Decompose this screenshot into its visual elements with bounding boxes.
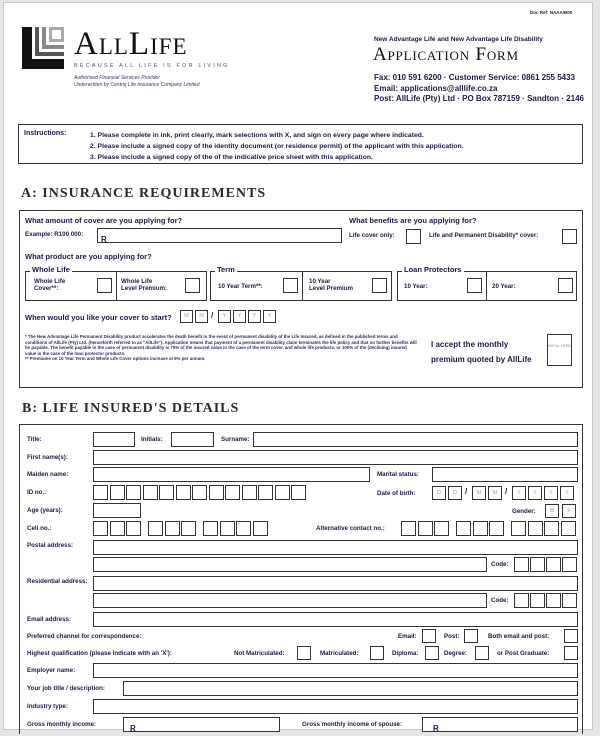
cell-digit-cell[interactable] xyxy=(165,521,180,536)
section-a-heading: A: INSURANCE REQUIREMENTS xyxy=(21,186,267,201)
cell-digit-cell[interactable] xyxy=(181,521,196,536)
cell-digit-cell[interactable] xyxy=(253,521,268,536)
currency-prefix: R xyxy=(433,724,439,733)
form-title: Application Form xyxy=(373,44,519,65)
qual-not-matric-checkbox[interactable] xyxy=(297,646,311,660)
cover-example-label: Example: R100 000: xyxy=(25,231,84,238)
industry-input[interactable] xyxy=(93,699,578,714)
group-divider xyxy=(486,271,487,301)
whole-life-cover-label xyxy=(34,278,65,292)
start-year-digit-2[interactable]: Y xyxy=(233,310,246,323)
residential-address-line-1[interactable] xyxy=(93,576,578,591)
instruction-item: 1. Please complete in ink, print clearly, mark selections with X, and sign on every page where indicated. xyxy=(90,132,424,139)
whole-life-level-label xyxy=(121,278,167,292)
premium-acceptance-text xyxy=(431,337,532,367)
channel-post-checkbox[interactable] xyxy=(464,629,478,643)
cell-digit-cell[interactable] xyxy=(236,521,251,536)
postal-address-label: Postal address: xyxy=(27,542,74,549)
label-line: I accept the monthly xyxy=(431,340,509,349)
id-digit-cell[interactable] xyxy=(110,485,125,500)
date-separator: / xyxy=(505,487,508,496)
channel-post-label: Post: xyxy=(444,633,460,640)
alt-contact-label: Alternative contact no.: xyxy=(316,525,385,532)
alt-digit-cell[interactable] xyxy=(489,521,504,536)
label-line: 10 Year xyxy=(309,278,331,285)
dob-year-digit-4[interactable]: Y xyxy=(560,486,574,500)
label-line: Whole Life xyxy=(34,278,66,285)
id-digit-cell[interactable] xyxy=(275,485,290,500)
gender-female-checkbox[interactable]: F xyxy=(562,504,576,518)
brand-name: AllLife xyxy=(74,26,188,62)
alt-digit-cell[interactable] xyxy=(401,521,416,536)
disability-footnote: * The New Advantage Life Permanent Disability product accelerates the death benefit in the event of permanent disability of the Life Insured, as defined in the published terms and conditions of AllLife (Pty) Ltd. (henceforth referred to as "AllLife"). Application means that payment of a permanent disability claim terminates the life policy and that no further benefits will be payable. The benefit payable in the case of permanent disability is 75% of the insured value in the case of the term cover, and whole life products, or 100% of the (declining) insured value in the case of the loan protector products. xyxy=(25,334,417,356)
first-names-label: First name(s): xyxy=(27,454,68,461)
alt-digit-cell[interactable] xyxy=(434,521,449,536)
residential-address-line-2[interactable] xyxy=(93,593,487,608)
alt-digit-cell[interactable] xyxy=(544,521,559,536)
whole-life-cover-checkbox[interactable] xyxy=(97,278,112,293)
alt-digit-cell[interactable] xyxy=(511,521,526,536)
initials-input[interactable] xyxy=(171,432,214,447)
id-number-cells xyxy=(93,485,306,500)
initial-here-box[interactable]: INITIAL HERE xyxy=(547,334,572,366)
qualification-label: Highest qualification (please indicate with an 'X'): xyxy=(27,650,172,657)
marital-status-label: Marital status: xyxy=(377,471,419,478)
code-digit-cell[interactable] xyxy=(546,593,561,608)
term-10-label: 10 Year Term**: xyxy=(218,283,263,290)
term-legend: Term xyxy=(217,265,235,274)
id-digit-cell[interactable] xyxy=(291,485,306,500)
alt-digit-cell[interactable] xyxy=(473,521,488,536)
alt-digit-cell[interactable] xyxy=(456,521,471,536)
residential-code-cells xyxy=(514,593,577,608)
employer-label: Employer name: xyxy=(27,667,76,674)
life-disability-checkbox[interactable] xyxy=(562,229,577,244)
dob-day-digit-2[interactable]: D xyxy=(448,486,462,500)
term-10-level-checkbox[interactable] xyxy=(372,278,387,293)
gross-income-label: Gross monthly income: xyxy=(27,721,97,728)
dob-month-digit-2[interactable]: M xyxy=(488,486,502,500)
qual-not-matric-label: Not Matriculated: xyxy=(234,650,285,657)
whole-life-legend: Whole Life xyxy=(32,265,70,274)
fax-phone-line: Fax: 010 591 6200 · Customer Service: 0861 255 5433 xyxy=(374,73,576,82)
spouse-income-label: Gross monthly income of spouse: xyxy=(302,721,403,728)
id-digit-cell[interactable] xyxy=(258,485,273,500)
term-10-checkbox[interactable] xyxy=(283,278,298,293)
loan-10-label: 10 Year: xyxy=(404,283,428,290)
dob-label: Date of birth: xyxy=(377,490,416,497)
qual-diploma-checkbox[interactable] xyxy=(425,646,439,660)
preferred-channel-label: Preferred channel for correspondence: xyxy=(27,633,142,640)
gender-label: Gender: xyxy=(512,508,536,515)
cell-number-cells xyxy=(93,521,268,536)
term-10-level-label xyxy=(309,278,353,292)
cell-digit-cell[interactable] xyxy=(110,521,125,536)
footnotes xyxy=(25,334,417,362)
start-month-digit-1[interactable]: M xyxy=(180,310,193,323)
instructions-label: Instructions: xyxy=(24,130,67,137)
currency-prefix: R xyxy=(101,235,107,244)
form-subtitle: New Advantage Life and New Advantage Life Disability xyxy=(374,36,543,43)
alt-digit-cell[interactable] xyxy=(418,521,433,536)
title-label: Title: xyxy=(27,436,42,443)
application-form-page xyxy=(3,2,593,733)
id-number-label: ID no.: xyxy=(27,489,47,496)
dob-year-digit-1[interactable]: Y xyxy=(512,486,526,500)
cover-amount-question: What amount of cover are you applying for? xyxy=(25,216,183,225)
cell-digit-cell[interactable] xyxy=(93,521,108,536)
loan-20-label: 20 Year: xyxy=(492,283,516,290)
currency-prefix: R xyxy=(130,724,136,733)
cell-digit-cell[interactable] xyxy=(220,521,235,536)
start-date-question: When would you like your cover to start? xyxy=(25,313,172,322)
email-address-input[interactable] xyxy=(93,612,578,627)
qual-post-grad-label: or Post Graduate: xyxy=(497,650,550,657)
code-digit-cell[interactable] xyxy=(530,593,545,608)
start-month-digit-2[interactable]: M xyxy=(195,310,208,323)
initials-label: Initials: xyxy=(141,436,163,443)
label-line: Whole Life xyxy=(121,278,153,285)
maiden-name-input[interactable] xyxy=(93,467,370,482)
label-line: Level Premium: xyxy=(121,285,168,292)
cell-digit-cell[interactable] xyxy=(126,521,141,536)
qual-matric-label: Matriculated: xyxy=(320,650,359,657)
dob-year-digit-3[interactable]: Y xyxy=(544,486,558,500)
channel-email-checkbox[interactable] xyxy=(422,629,436,643)
whole-life-level-checkbox[interactable] xyxy=(185,278,200,293)
premium-footnote: ** Premiums on 10 Year Term and Whole Life Cover options increase at 6% per annum. xyxy=(25,356,206,362)
alt-digit-cell[interactable] xyxy=(528,521,543,536)
cell-digit-cell[interactable] xyxy=(203,521,218,536)
start-year-digit-1[interactable]: Y xyxy=(218,310,231,323)
underwriter-line: Underwritten by Centriq Life Insurance Company Limited xyxy=(74,82,200,88)
id-digit-cell[interactable] xyxy=(93,485,108,500)
maiden-name-label: Maiden name: xyxy=(27,471,69,478)
channel-email-label: Email: xyxy=(398,633,417,640)
post-line: Post: AllLife (Pty) Ltd · PO Box 787159 · Sandton · 2146 xyxy=(374,94,584,103)
job-title-label: Your job title / description: xyxy=(27,685,105,692)
provider-info xyxy=(74,75,200,89)
dob-month-digit-1[interactable]: M xyxy=(472,486,486,500)
age-input[interactable] xyxy=(93,503,141,518)
surname-label: Surname: xyxy=(221,436,250,443)
id-digit-cell[interactable] xyxy=(242,485,257,500)
cell-number-label: Cell no.: xyxy=(27,525,52,532)
alllife-logo-icon xyxy=(22,27,64,69)
id-digit-cell[interactable] xyxy=(143,485,158,500)
postal-address-line-2[interactable] xyxy=(93,557,487,572)
id-digit-cell[interactable] xyxy=(126,485,141,500)
label-line: Level Premium xyxy=(309,285,354,292)
first-names-input[interactable] xyxy=(93,450,578,465)
instructions-list xyxy=(90,130,464,163)
id-digit-cell[interactable] xyxy=(225,485,240,500)
instruction-item: 2. Please include a signed copy of the identity document (or residence permit) of the applicant with this application. xyxy=(90,143,464,150)
provider-line: Authorised Financial Services Provider xyxy=(74,75,160,81)
email-address-label: Email address: xyxy=(27,616,72,623)
date-separator: / xyxy=(211,311,214,320)
qual-diploma-label: Diploma: xyxy=(392,650,419,657)
dob-year-digit-2[interactable]: Y xyxy=(528,486,542,500)
instruction-item: 3. Please include a signed copy of the of the indicative price sheet with this application. xyxy=(90,154,373,161)
surname-input[interactable] xyxy=(253,432,578,447)
section-b-heading: B: LIFE INSURED'S DETAILS xyxy=(22,401,240,416)
residential-code-label: Code: xyxy=(491,597,509,604)
life-cover-only-label: Life cover only: xyxy=(349,232,395,239)
date-separator: / xyxy=(465,487,468,496)
life-disability-label: Life and Permanent Disability* cover: xyxy=(429,232,539,239)
code-digit-cell[interactable] xyxy=(562,557,577,572)
postal-address-line-1[interactable] xyxy=(93,540,578,555)
qual-matric-checkbox[interactable] xyxy=(370,646,384,660)
postal-code-label: Code: xyxy=(491,561,509,568)
start-year-digit-3[interactable]: Y xyxy=(248,310,261,323)
employer-input[interactable] xyxy=(93,663,578,678)
cover-amount-input[interactable] xyxy=(97,228,342,243)
marital-status-input[interactable] xyxy=(432,467,578,482)
age-label: Age (years): xyxy=(27,507,63,514)
residential-address-label: Residential address: xyxy=(27,578,88,585)
id-digit-cell[interactable] xyxy=(192,485,207,500)
id-digit-cell[interactable] xyxy=(159,485,174,500)
brand-tagline: BECAUSE ALL LIFE IS FOR LIVING xyxy=(74,63,230,69)
dob-day-digit-1[interactable]: D xyxy=(432,486,446,500)
code-digit-cell[interactable] xyxy=(530,557,545,572)
channel-both-checkbox[interactable] xyxy=(564,629,578,643)
product-question: What product are you applying for? xyxy=(25,252,152,261)
label-line: Cover**: xyxy=(34,285,59,292)
postal-code-cells xyxy=(514,557,577,572)
contact-info xyxy=(374,73,584,105)
qual-post-grad-checkbox[interactable] xyxy=(564,646,578,660)
id-digit-cell[interactable] xyxy=(209,485,224,500)
loan-10-checkbox[interactable] xyxy=(467,278,482,293)
industry-label: Industry type: xyxy=(27,703,68,710)
email-line: Email: applications@alllife.co.za xyxy=(374,83,498,93)
loan-20-checkbox[interactable] xyxy=(558,278,573,293)
alt-contact-cells xyxy=(401,521,576,536)
label-line: premium quoted by AllLife xyxy=(431,355,532,364)
document-reference: Doc Ref: NAAA/B00 xyxy=(530,10,573,15)
id-digit-cell[interactable] xyxy=(176,485,191,500)
cell-digit-cell[interactable] xyxy=(148,521,163,536)
code-digit-cell[interactable] xyxy=(514,557,529,572)
qual-degree-label: Degree: xyxy=(444,650,468,657)
qual-degree-checkbox[interactable] xyxy=(475,646,489,660)
gender-male-checkbox[interactable]: M xyxy=(545,504,559,518)
alt-digit-cell[interactable] xyxy=(561,521,576,536)
job-title-input[interactable] xyxy=(123,681,578,696)
title-input[interactable] xyxy=(93,432,135,447)
code-digit-cell[interactable] xyxy=(562,593,577,608)
start-year-digit-4[interactable]: Y xyxy=(263,310,276,323)
group-divider xyxy=(116,271,117,301)
life-cover-only-checkbox[interactable] xyxy=(406,229,421,244)
benefits-question: What benefits are you applying for? xyxy=(349,216,477,225)
code-digit-cell[interactable] xyxy=(546,557,561,572)
group-divider xyxy=(302,271,303,301)
channel-both-label: Both email and post: xyxy=(488,633,550,640)
loan-protectors-legend: Loan Protectors xyxy=(404,265,462,274)
code-digit-cell[interactable] xyxy=(514,593,529,608)
